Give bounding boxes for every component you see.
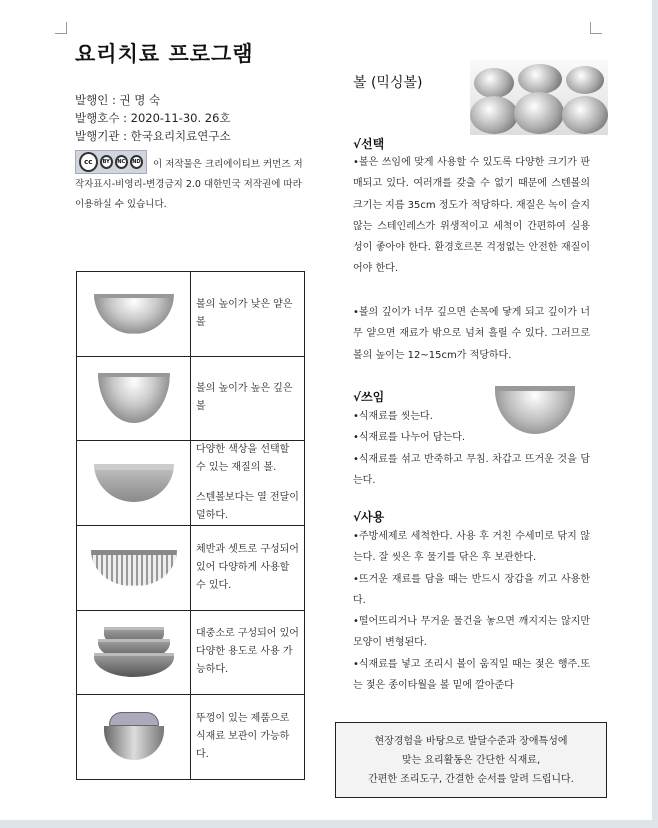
section-heading: 볼 (믹싱볼) (353, 75, 423, 91)
list-item: •떨어뜨리거나 무거운 물건을 놓으면 깨지지는 않지만 모양이 변형된다. (353, 616, 590, 649)
row-text: 볼의 높이가 낮은 얕은볼 (191, 272, 305, 357)
colander-bowl-image (91, 550, 177, 586)
crop-mark (55, 22, 67, 34)
row-text-line: 스텐볼보다는 열 전달이 덜하다. (196, 492, 299, 521)
publisher: 발행인 : 권 명 숙 (75, 93, 161, 107)
list-item: •식재료를 넣고 조리시 볼이 움직일 때는 젖은 행주.또는 젖은 종이타월을 볼 밑에 깔아준다 (353, 658, 590, 692)
row-text: 대중소로 구성되어 있어 다양한 용도로 사용 가능하다. (191, 610, 305, 695)
notice-line: 맞는 요리활동은 간단한 식재료, (401, 754, 541, 766)
table-row (77, 695, 305, 780)
usage-list (353, 526, 590, 696)
row-text: 체반과 셋트로 구성되어 있어 다양하게 사용할 수 있다. (191, 526, 305, 611)
notice-box (335, 722, 607, 798)
notice-line: 현장경험을 바탕으로 발달수준과 장애특성에 (374, 735, 568, 747)
select-title: √선택 (353, 137, 385, 151)
row-text: 뚜껑이 있는 제품으로 식재료 보관이 가능하다. (191, 695, 305, 780)
table-row (77, 526, 305, 611)
plastic-bowl-image (94, 464, 174, 502)
license-text: 이 저작물은 크리에이티브 커먼즈 저작자표시-비영리-변경금지 2.0 대한민국 저작권에 따라 이용하실 수 있습니다. (75, 159, 303, 210)
page-title: 요리치료 프로그램 (75, 42, 254, 66)
deep-steel-bowl-image (98, 373, 170, 423)
crop-mark (590, 22, 602, 34)
issue-number: 발행호수 : 2020-11-30. 26호 (75, 111, 231, 125)
list-item: •주방세제로 세척한다. 사용 후 거친 수세미로 닦지 않는다. 잘 씻은 후 물기를 닦은 후 보관한다. (353, 531, 590, 564)
table-row (77, 356, 305, 441)
cc-icon: cc (79, 152, 98, 172)
table-row (77, 610, 305, 695)
select-paragraph-1: •볼은 쓰임에 맞게 사용할 수 있도록 다양한 크기가 판매되고 있다. 여러개를 갖출 수 없기 때문에 스텐볼의 크기는 지름 35cm 정도가 적당하다. 재질은 녹이 슬지 않는 스테인레스가 위생적이고 세척이 간편하여 실용성이 좋아야 한다. 환경호르몬 걱정없는 안전한 재질이어야 한다. (353, 157, 590, 275)
shallow-steel-bowl-image (94, 294, 174, 334)
table-row (77, 441, 305, 526)
list-item: •식재료를 섞고 반죽하고 무침. 차갑고 뜨거운 것을 담는다. (353, 453, 590, 486)
list-item: •식재료를 나누어 담는다. (353, 432, 466, 444)
table-row (77, 272, 305, 357)
row-text-line: 다양한 색상을 선택할 수 있는 재질의 볼. (196, 444, 290, 473)
nested-bowls-image (94, 627, 174, 677)
by-icon: BY (100, 155, 113, 169)
organization: 발행기관 : 한국요리치료연구소 (75, 129, 231, 143)
mixing-bowls-photo (470, 60, 608, 135)
list-item: •뜨거운 재료를 담을 때는 반드시 장갑을 끼고 사용한다. (353, 573, 590, 606)
list-item: •식재료를 씻는다. (353, 411, 433, 422)
row-text (191, 441, 305, 526)
notice-line: 간편한 조리도구, 간결한 순서를 알려 드립니다. (368, 773, 574, 785)
row-text: 볼의 높이가 높은 깊은 볼 (191, 356, 305, 441)
usage-title: √사용 (353, 510, 385, 524)
nd-icon: ND (130, 155, 143, 169)
uses-title: √쓰임 (353, 390, 385, 404)
bowl-types-table (76, 271, 305, 780)
lidded-bowl-image (99, 712, 169, 762)
select-paragraph-2: •볼의 깊이가 너무 깊으면 손목에 닿게 되고 깊이가 너무 얕으면 재료가 밖으로 넘쳐 흘릴 수 있다. 그러므로 볼의 높이는 12~15cm가 적당하다. (353, 307, 590, 361)
uses-list (353, 406, 590, 491)
nc-icon: NC (115, 155, 128, 169)
